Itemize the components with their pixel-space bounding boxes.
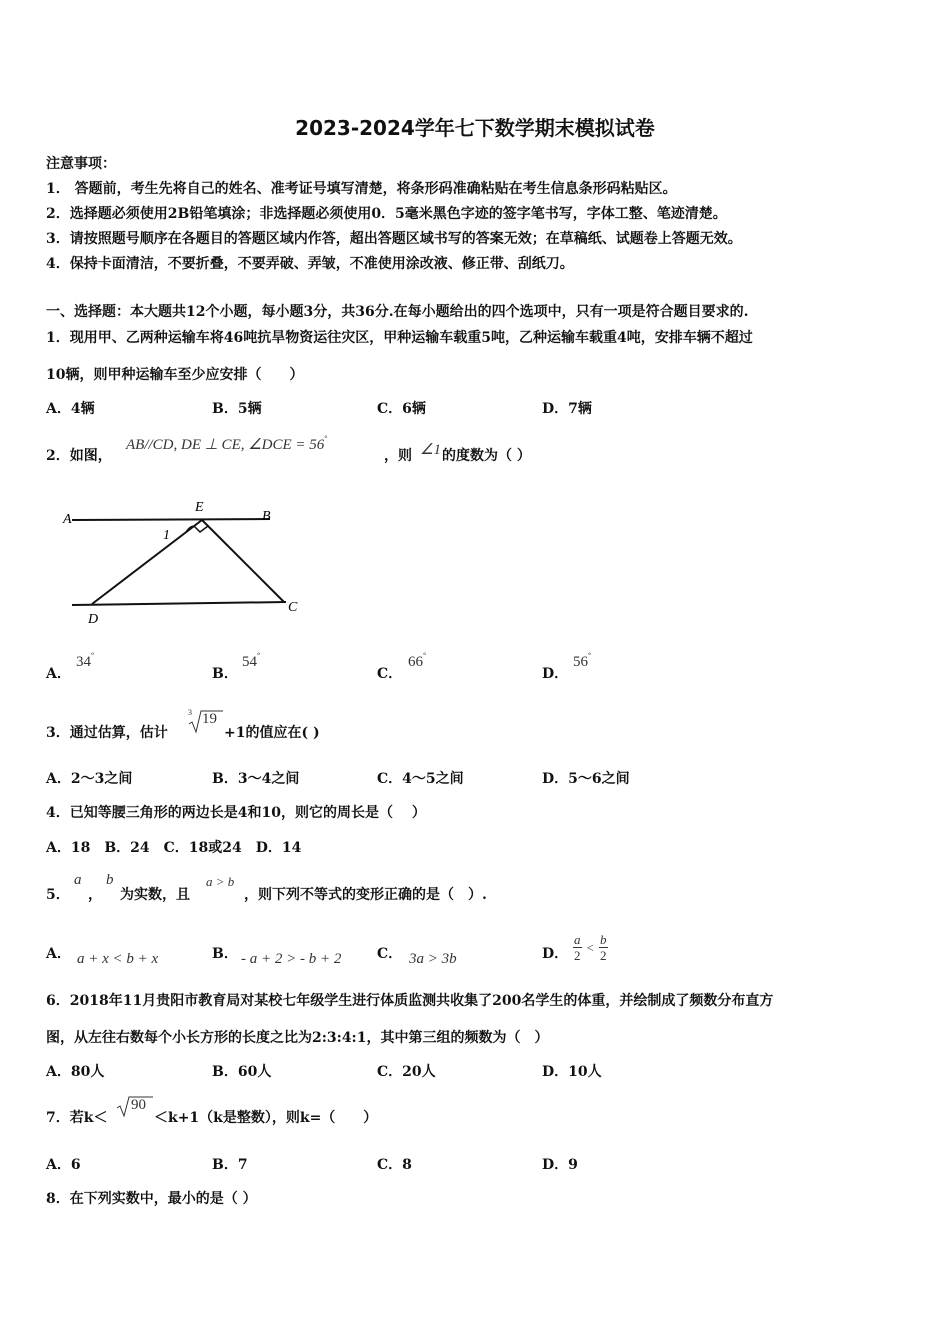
- q7-radicand: 90: [131, 1097, 146, 1113]
- label-e: E: [195, 500, 204, 515]
- q3-option-c: C．4～5之间: [377, 771, 464, 787]
- q5-number: 5．: [46, 887, 70, 903]
- line-ab: [72, 519, 270, 520]
- q6-option-b: B．60人: [212, 1064, 272, 1080]
- page-title: 2023-2024学年七下数学期末模拟试卷: [295, 116, 655, 140]
- q5-var-a: a: [74, 872, 82, 888]
- line-dc: [72, 602, 286, 605]
- q5-d-fraction-2: $\frac{b}{2}$: [600, 932, 607, 963]
- q1-option-a: A．4辆: [46, 401, 95, 417]
- q5-option-b-expr: - a + 2 > - b + 2: [241, 951, 342, 967]
- q3-cube-root: [188, 708, 224, 736]
- q7-option-d: D．9: [542, 1157, 578, 1173]
- q2-option-d-letter: D．: [542, 666, 569, 682]
- q5-option-b-letter: B．: [212, 946, 238, 962]
- q5-option-a-letter: A．: [46, 946, 71, 962]
- q6-option-c: C．20人: [377, 1064, 436, 1080]
- q2-option-b-letter: B．: [212, 666, 238, 682]
- notice-item-4: 4．保持卡面清洁，不要折叠，不要弄破、弄皱，不准使用涂改液、修正带、刮纸刀。: [46, 256, 574, 272]
- q5-mid: 为实数，且: [120, 887, 190, 903]
- notice-heading: 注意事项：: [46, 156, 116, 172]
- q5-comma: ，: [88, 887, 102, 903]
- q6-option-d: D．10人: [542, 1064, 602, 1080]
- q5-option-c-expr: 3a > 3b: [409, 951, 457, 967]
- q7-option-a: A．6: [46, 1157, 81, 1173]
- notice-item-1: 1． 答题前，考生先将自己的姓名、准考证号填写清楚，将条形码准确粘贴在考生信息条形码粘贴区。: [46, 181, 677, 197]
- q8-text: 8．在下列实数中，最小的是（ ）: [46, 1191, 257, 1207]
- q2-angle: ∠1: [420, 442, 441, 458]
- q2-option-c-value: 66°: [408, 651, 427, 670]
- q7-square-root: [116, 1094, 154, 1122]
- notice-item-2: 2．选择题必须使用2B铅笔填涂；非选择题必须使用0．5毫米黑色字迹的签字笔书写，字体工整、笔迹清楚。: [46, 206, 727, 222]
- label-b: B: [262, 509, 271, 524]
- q6-line2: 图，从左往右数每个小长方形的长度之比为2:3:4:1，其中第三组的频数为（ ）: [46, 1030, 549, 1046]
- q5-condition: a > b: [206, 874, 235, 889]
- segment-ec: [202, 520, 284, 602]
- q7-suffix: ＜k+1（k是整数），则k=（ ）: [154, 1110, 378, 1126]
- q5-d-fraction-1: $\frac{a}{2}$: [574, 932, 581, 963]
- q1-option-c: C．6辆: [377, 401, 426, 417]
- q6-line1: 6．2018年11月贵阳市教育局对某校七年级学生进行体质监测共收集了200名学生的体重，并绘制成了频数分布直方: [46, 993, 774, 1009]
- q2-option-d-value: 56°: [573, 651, 592, 670]
- q3-prefix: 3．通过估算，估计: [46, 725, 168, 741]
- label-c: C: [288, 600, 298, 615]
- q2-condition: AB//CD, DE ⊥ CE, ∠DCE = 56°: [126, 434, 328, 453]
- q4-text: 4．已知等腰三角形的两边长是4和10，则它的周长是（ ）: [46, 805, 426, 821]
- q3-option-b: B．3～4之间: [212, 771, 300, 787]
- q5-option-c-letter: C．: [377, 946, 403, 962]
- q1-option-b: B．5辆: [212, 401, 262, 417]
- q3-suffix: +1的值应在( ): [224, 725, 320, 741]
- q2-prefix: 2．如图，: [46, 448, 112, 464]
- q5-option-a-expr: a + x < b + x: [77, 951, 159, 967]
- q3-radicand: 19: [202, 711, 217, 727]
- q3-root-index: 3: [188, 708, 192, 717]
- right-angle-mark: [194, 526, 208, 532]
- section-heading: 一、选择题：本大题共12个小题，每小题3分，共36分.在每小题给出的四个选项中，只有一项是符合题目要求的.: [46, 304, 749, 320]
- q7-option-c: C．8: [377, 1157, 412, 1173]
- q6-option-a: A．80人: [46, 1064, 105, 1080]
- label-d: D: [88, 612, 99, 627]
- q5-option-d-letter: D．: [542, 946, 569, 962]
- q2-figure: [58, 492, 310, 628]
- q7-option-b: B．7: [212, 1157, 248, 1173]
- q3-option-a: A．2～3之间: [46, 771, 133, 787]
- notice-item-3: 3．请按照题号顺序在各题目的答题区域内作答，超出答题区域书写的答案无效；在草稿纸、试题卷上答题无效。: [46, 231, 742, 247]
- q4-options: A．18 B．24 C．18或24 D．14: [46, 840, 302, 856]
- q5-suffix: ，则下列不等式的变形正确的是（ ）.: [244, 887, 487, 903]
- q5-option-d-expr: $\frac{a}{2}$ < $\frac{b}{2}$: [574, 932, 607, 963]
- q2-option-a-value: 34°: [76, 651, 95, 670]
- q3-option-d: D．5～6之间: [542, 771, 630, 787]
- q1-line2: 10辆，则甲种运输车至少应安排（ ）: [46, 367, 304, 383]
- q2-mid: ，则: [384, 448, 412, 464]
- q5-var-b: b: [106, 872, 114, 888]
- q7-prefix: 7．若k＜: [46, 1110, 108, 1126]
- q1-option-d: D．7辆: [542, 401, 592, 417]
- label-angle-1: 1: [163, 528, 170, 543]
- q2-option-b-value: 54°: [242, 651, 261, 670]
- q2-option-c-letter: C．: [377, 666, 403, 682]
- segment-de: [92, 520, 202, 604]
- q2-option-a-letter: A．: [46, 666, 71, 682]
- q1-line1: 1．现用甲、乙两种运输车将46吨抗旱物资运往灾区，甲种运输车载重5吨，乙种运输车载重4吨，安排车辆不超过: [46, 330, 753, 346]
- label-a: A: [63, 512, 72, 527]
- q2-suffix: 的度数为（ ）: [442, 448, 531, 464]
